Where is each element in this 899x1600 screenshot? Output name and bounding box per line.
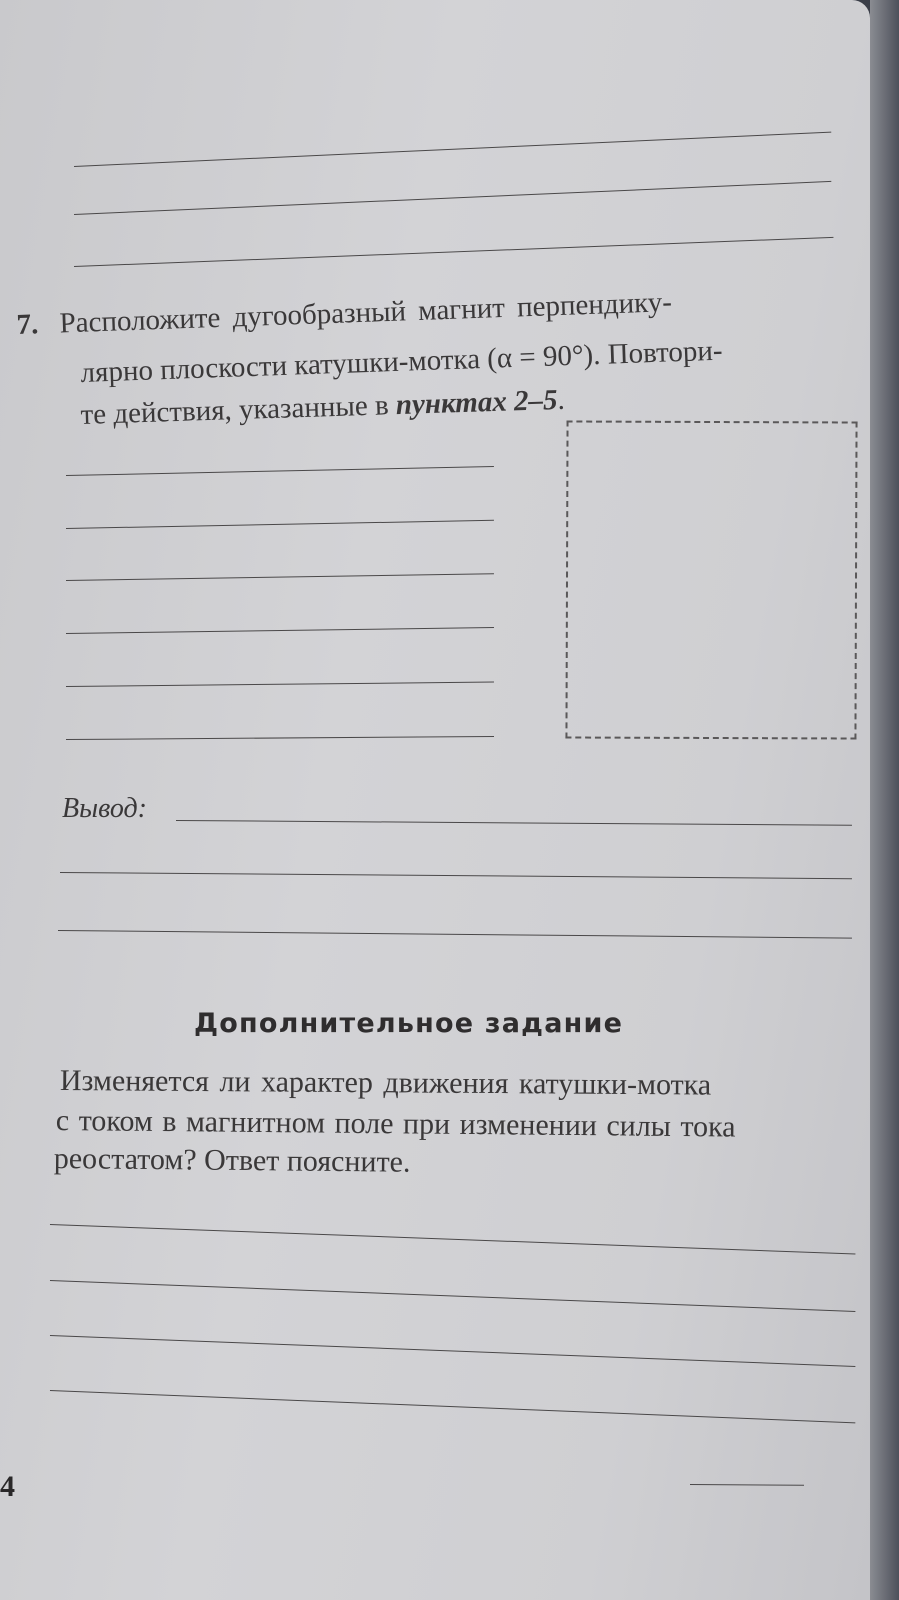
answer-line[interactable]: [66, 573, 494, 581]
conclusion-label: Вывод:: [62, 793, 147, 824]
answer-line[interactable]: [74, 132, 831, 167]
task-7-text-3: те действия, указанные в: [80, 389, 397, 431]
task-7-line-3: [80, 383, 565, 432]
extra-task-text-1: Изменяется ли характер движения катушки-мотка: [59, 1064, 712, 1102]
extra-task-line-1: [60, 1064, 712, 1103]
answer-line[interactable]: [74, 237, 833, 267]
task-7-emphasis: пунктах 2–5: [395, 384, 559, 422]
next-page-edge: [870, 0, 899, 1600]
task-7-line-2: [80, 334, 723, 390]
drawing-box[interactable]: [565, 420, 857, 739]
extra-task-text-3: реостатом? Ответ поясните.: [53, 1142, 411, 1179]
answer-line[interactable]: [66, 520, 494, 529]
extra-task-line-3: [54, 1142, 411, 1180]
answer-line[interactable]: [58, 930, 852, 939]
page-number: 4: [0, 1470, 15, 1503]
task-7-text-2: лярно плоскости катушки-мотка (α = 90°). Повтори-: [80, 334, 723, 389]
answer-line[interactable]: [50, 1280, 855, 1312]
answer-line[interactable]: [50, 1335, 855, 1367]
conclusion-line[interactable]: [176, 820, 852, 826]
task-7-text-1: Расположите дугообразный магнит перпендику-: [59, 286, 673, 340]
answer-line[interactable]: [66, 466, 494, 476]
answer-line[interactable]: [74, 181, 831, 215]
extra-task-line-2: [56, 1104, 736, 1145]
answer-line[interactable]: [66, 736, 494, 740]
answer-line[interactable]: [50, 1224, 855, 1255]
task-7-line-1: [16, 285, 672, 342]
answer-line[interactable]: [66, 682, 494, 687]
footer-rule: [690, 1484, 804, 1486]
answer-line[interactable]: [50, 1390, 855, 1423]
task-number: 7.: [16, 308, 39, 341]
extra-task-heading: Дополнительное задание: [194, 1008, 624, 1039]
task-7-text-3-end: .: [557, 383, 566, 416]
answer-line[interactable]: [60, 872, 852, 879]
extra-task-text-2: с током в магнитном поле при изменении силы тока: [55, 1104, 736, 1144]
answer-line[interactable]: [66, 627, 494, 634]
